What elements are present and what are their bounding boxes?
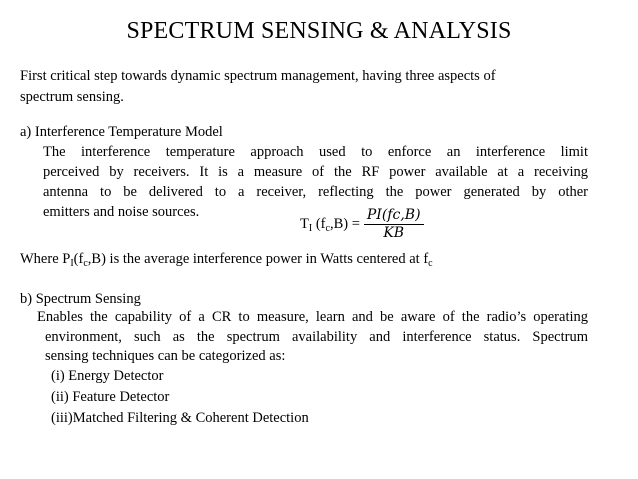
where-line: Where $P_I(f_c,B)$ is the average interference power in Watts centered at $f_c$ bbox=[20, 251, 433, 269]
list-item-feature-detector: (ii) Feature Detector bbox=[51, 389, 170, 405]
list-item-energy-detector: (i) Energy Detector bbox=[51, 368, 164, 384]
section-b-line-1: Enables the capability of a CR to measure, learn and be aware of the radio’s operating bbox=[37, 309, 588, 325]
section-a-line-2: perceived by receivers. It is a measure of the RF power available at a receiving bbox=[43, 164, 588, 180]
formula-denominator: KB bbox=[383, 224, 405, 241]
section-a-heading: a) Interference Temperature Model bbox=[20, 124, 223, 140]
slide-title: SPECTRUM SENSING & ANALYSIS bbox=[126, 18, 512, 44]
list-item-matched-filtering: (iii)Matched Filtering & Coherent Detection bbox=[51, 410, 309, 426]
section-a-line-1: The interference temperature approach used to enforce an interference limit bbox=[43, 144, 588, 160]
interference-temperature-formula bbox=[300, 205, 424, 243]
section-a-line-3: antenna to be delivered to a receiver, reflecting the power generated by other bbox=[43, 184, 588, 200]
formula-lhs: $T_I$ $(f_c,B)$ = bbox=[300, 215, 360, 234]
section-b-line-3: sensing techniques can be categorized as: bbox=[45, 348, 286, 364]
formula-fraction bbox=[364, 207, 424, 242]
section-b-line-2: environment, such as the spectrum availability and interference status. Spectrum bbox=[45, 329, 588, 345]
intro-line-2: spectrum sensing. bbox=[20, 89, 124, 105]
section-b-heading: b) Spectrum Sensing bbox=[20, 291, 141, 307]
section-a-line-4: emitters and noise sources. bbox=[43, 204, 200, 220]
formula-numerator: PI(fc,B) bbox=[366, 206, 421, 223]
intro-line-1: First critical step towards dynamic spectrum management, having three aspects of bbox=[20, 68, 496, 84]
